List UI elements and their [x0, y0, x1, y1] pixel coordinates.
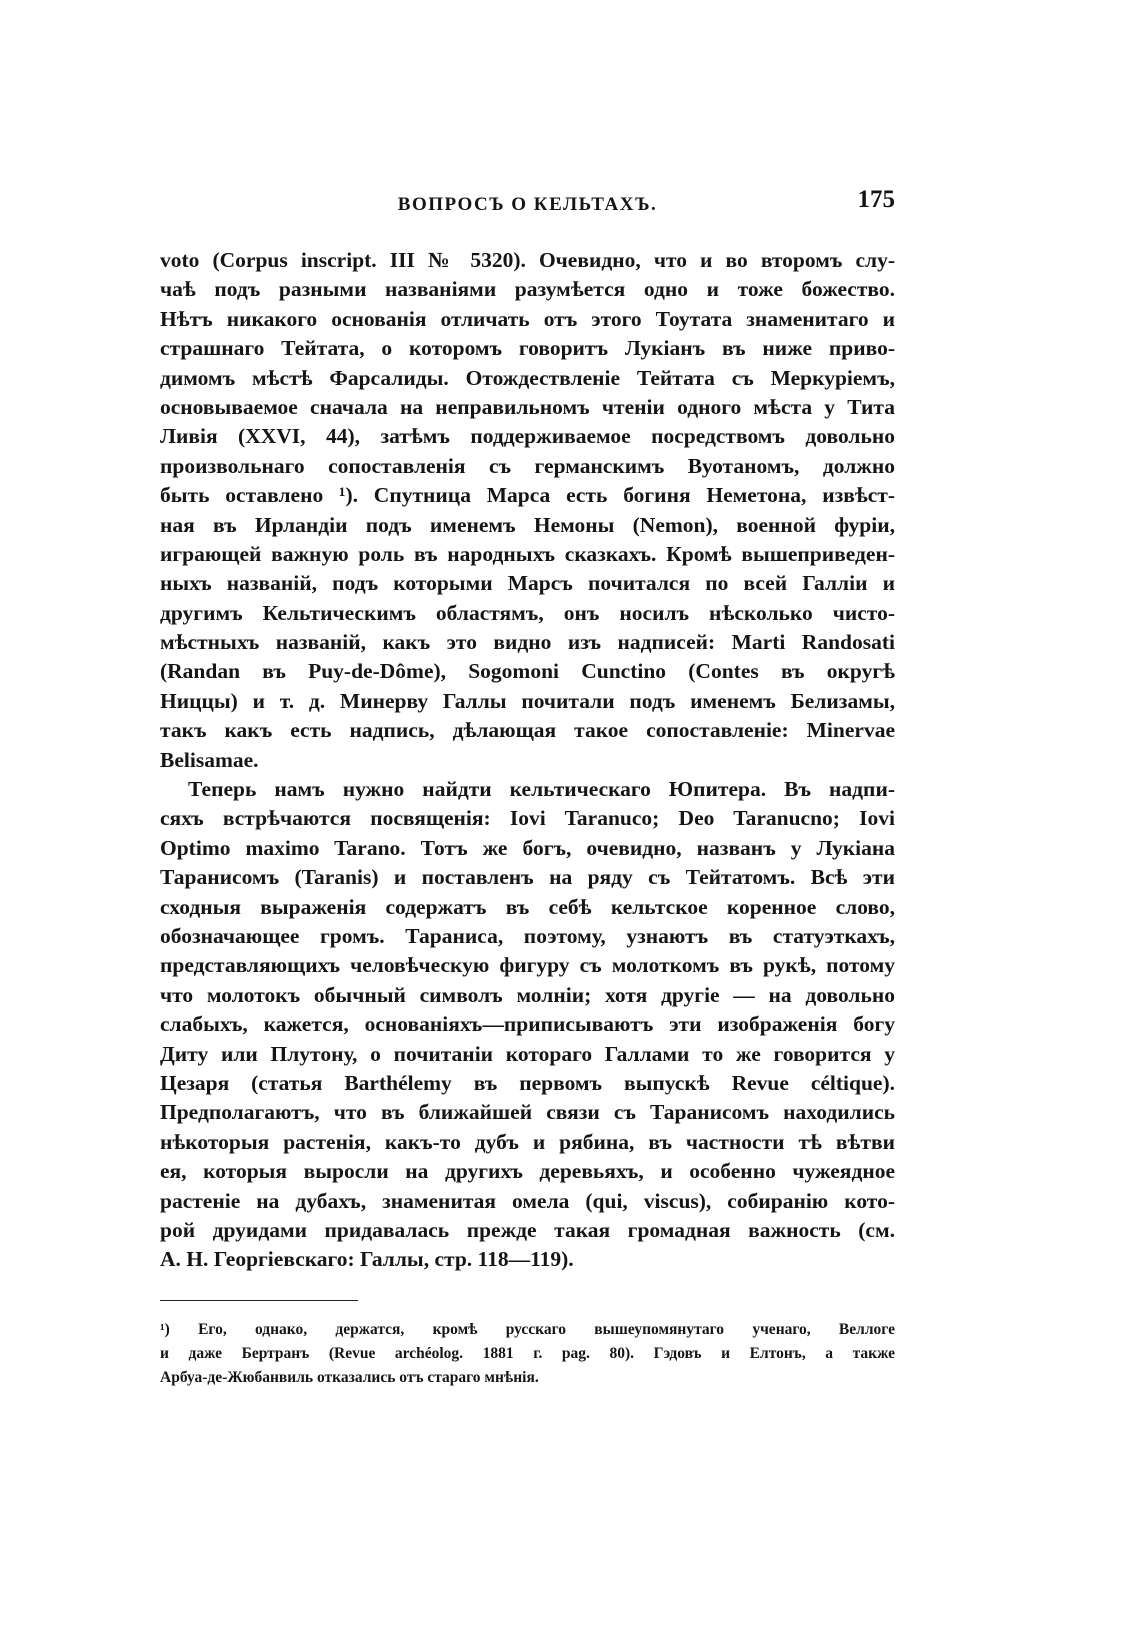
text-line: Диту или Плутону, о почитаніи котораго Галлами то же говорится у: [160, 1041, 895, 1066]
body-text: [160, 246, 895, 1275]
text-line: страшнаго Тейтата, о которомъ говоритъ Лукіанъ въ ниже приво-: [160, 336, 895, 361]
paragraph-1: [160, 246, 895, 775]
text-line: играющей важную роль въ народныхъ сказкахъ. Кромѣ вышеприведен-: [160, 541, 895, 566]
footnote-rule: [160, 1300, 358, 1301]
text-line: чаѣ подъ разными названіями разумѣется одно и тоже божество.: [160, 277, 895, 302]
text-line: ныхъ названій, подъ которыми Марсъ почитался по всей Галліи и: [160, 571, 895, 596]
running-title: ВОПРОСЪ О КЕЛЬТАХЪ.: [397, 194, 658, 215]
text-line: слабыхъ, кажется, основаніяхъ—приписываютъ эти изображенія богу: [160, 1012, 895, 1037]
text-line: обозначающее громъ. Тараниса, поэтому, узнаютъ въ статуэткахъ,: [160, 923, 895, 948]
text-line: Belisamae.: [160, 747, 259, 772]
text-line: быть оставлено ¹). Спутница Марса есть богиня Неметона, извѣст-: [160, 483, 895, 508]
footnote-line: и даже Бертранъ (Revue archéolog. 1881 г. pag. 80). Гэдовъ и Елтонъ, а также: [160, 1345, 895, 1362]
text-line: нѣкоторыя растенія, какъ-то дубъ и рябина, въ частности тѣ вѣтви: [160, 1129, 895, 1154]
text-line: Ниццы) и т. д. Минерву Галлы почитали подъ именемъ Белизамы,: [160, 688, 895, 713]
text-line: рой друидами придавалась прежде такая громадная важность (см.: [160, 1217, 895, 1242]
text-line: Теперь намъ нужно найдти кельтическаго Юпитера. Въ надпи-: [188, 777, 895, 802]
text-line: Таранисомъ (Taranis) и поставленъ на ряду съ Тейтатомъ. Всѣ эти: [160, 865, 895, 890]
text-line: основываемое сначала на неправильномъ чтеніи одного мѣста у Тита: [160, 394, 895, 419]
text-line: что молотокъ обычный символъ молніи; хотя другіе — на довольно: [160, 982, 895, 1007]
footnote-line: Арбуа-де-Жюбанвиль отказались отъ стараго мнѣнія.: [160, 1369, 539, 1386]
text-line: ная въ Ирландіи подъ именемъ Немоны (Nemon), военной фуріи,: [160, 512, 895, 537]
text-line: такъ какъ есть надпись, дѣлающая такое сопоставленіе: Minervae: [160, 718, 895, 743]
text-line: Нѣтъ никакого основанія отличать отъ этого Тоутата знаменитаго и: [160, 306, 895, 331]
text-line: сяхъ встрѣчаются посвященія: Iovi Taranuco; Deo Taranucno; Iovi: [160, 806, 895, 831]
footnote-line: ¹) Его, однако, держатся, кромѣ русскаго вышеупомянутаго ученаго, Веллоге: [160, 1321, 895, 1338]
text-line: мѣстныхъ названій, какъ это видно изъ надписей: Marti Randosati: [160, 630, 895, 655]
text-line: Предполагаютъ, что въ ближайшей связи съ Таранисомъ находились: [160, 1100, 895, 1125]
text-line: ея, которыя выросли на другихъ деревьяхъ, и особенно чужеядное: [160, 1159, 895, 1184]
text-line: растеніе на дубахъ, знаменитая омела (qui, viscus), собиранію кото-: [160, 1188, 895, 1213]
text-line: Цезаря (статья Barthélemy въ первомъ выпускѣ Revue céltique).: [160, 1070, 895, 1095]
text-line: произвольнаго сопоставленія съ германскимъ Вуотаномъ, должно: [160, 453, 895, 478]
text-line: Ливія (XXVI, 44), затѣмъ поддерживаемое посредствомъ довольно: [160, 424, 895, 449]
text-line: (Randan въ Puy-de-Dôme), Sogomoni Cunctino (Contes въ округѣ: [160, 659, 895, 684]
text-line: представляющихъ человѣческую фигуру съ молоткомъ въ рукѣ, потому: [160, 953, 895, 978]
text-line: Optimo maximo Tarano. Тотъ же богъ, очевидно, названъ у Лукіана: [160, 835, 895, 860]
footnote: [160, 1318, 895, 1390]
text-line: другимъ Кельтическимъ областямъ, онъ носилъ нѣсколько чисто-: [160, 600, 895, 625]
running-head: [160, 186, 895, 226]
text-line: А. Н. Георгіевскаго: Галлы, стр. 118—119).: [160, 1247, 574, 1272]
text-line: димомъ мѣстѣ Фарсалиды. Отождествленіе Тейтата съ Меркуріемъ,: [160, 365, 895, 390]
text-line: voto (Corpus inscript. III № 5320). Очевидно, что и во второмъ слу-: [160, 248, 895, 272]
text-line: сходныя выраженія содержатъ въ себѣ кельтское коренное слово,: [160, 894, 895, 919]
page-number: 175: [857, 186, 895, 213]
paragraph-2: [160, 775, 895, 1275]
